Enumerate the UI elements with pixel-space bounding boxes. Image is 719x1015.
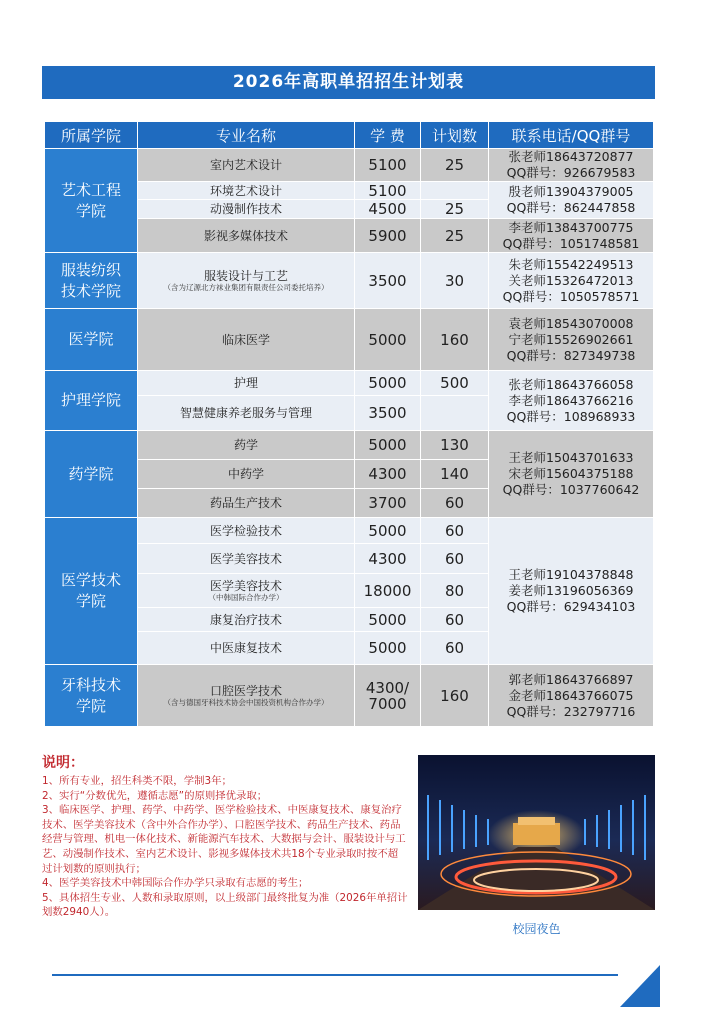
page-title: 2026年高职单招招生计划表 bbox=[42, 66, 655, 99]
major-cell: 药学 bbox=[138, 431, 355, 460]
plan-cell: 25 bbox=[421, 219, 489, 253]
explain-title: 说明： bbox=[42, 755, 84, 771]
plan-cell bbox=[421, 182, 489, 200]
major-cell: 护理 bbox=[138, 371, 355, 396]
campus-night-photo bbox=[418, 755, 655, 910]
fee-cell: 5000 bbox=[355, 608, 421, 632]
explain-item: 2、实行“分数优先，遵循志愿”的原则择优录取； bbox=[42, 789, 268, 802]
fee-cell: 3700 bbox=[355, 489, 421, 518]
college-cell: 服装纺织 技术学院 bbox=[45, 253, 138, 309]
plan-cell: 160 bbox=[421, 309, 489, 371]
plan-cell: 60 bbox=[421, 544, 489, 574]
fee-cell: 18000 bbox=[355, 574, 421, 608]
table-header-row bbox=[45, 122, 654, 149]
major-note: （中韩国际合作办学） bbox=[208, 592, 284, 602]
fee-cell: 5900 bbox=[355, 219, 421, 253]
plan-cell: 140 bbox=[421, 460, 489, 489]
plan-cell: 60 bbox=[421, 518, 489, 544]
major-cell: 药品生产技术 bbox=[138, 489, 355, 518]
contact-cell: 张老师18643766058 李老师18643766216 QQ群号：108968933 bbox=[489, 371, 654, 431]
college-cell: 医学院 bbox=[45, 309, 138, 371]
photo-caption: 校园夜色 bbox=[512, 922, 561, 936]
fee-cell: 4300 bbox=[355, 544, 421, 574]
header-plan: 计划数 bbox=[421, 122, 489, 149]
major-cell: 影视多媒体技术 bbox=[138, 219, 355, 253]
major-note: （含为辽源北方袜业集团有限责任公司委托培养） bbox=[163, 282, 329, 292]
fee-cell: 5000 bbox=[355, 632, 421, 665]
fee-cell: 3500 bbox=[355, 396, 421, 431]
major-cell: 智慧健康养老服务与管理 bbox=[138, 396, 355, 431]
major-cell: 医学美容技术 （中韩国际合作办学） bbox=[138, 574, 355, 608]
major-cell: 动漫制作技术 bbox=[138, 200, 355, 219]
contact-cell: 李老师13843700775 QQ群号：1051748581 bbox=[489, 219, 654, 253]
major-cell: 口腔医学技术 （含与德国牙科技术协会中国投资机构合作办学） bbox=[138, 665, 355, 727]
corner-triangle-decoration bbox=[620, 965, 660, 1007]
major-cell: 中医康复技术 bbox=[138, 632, 355, 665]
footer-divider bbox=[52, 974, 618, 976]
major-cell: 室内艺术设计 bbox=[138, 149, 355, 182]
plan-cell: 60 bbox=[421, 489, 489, 518]
major-note: （含与德国牙科技术协会中国投资机构合作办学） bbox=[163, 697, 329, 707]
fee-cell: 4500 bbox=[355, 200, 421, 219]
plan-cell: 130 bbox=[421, 431, 489, 460]
plan-cell: 60 bbox=[421, 632, 489, 665]
college-cell: 医学技术 学院 bbox=[45, 518, 138, 665]
fee-cell: 4300/ 7000 bbox=[355, 665, 421, 727]
explain-item: 4、医学美容技术中韩国际合作办学只录取有志愿的考生； bbox=[42, 877, 309, 890]
plan-cell: 30 bbox=[421, 253, 489, 309]
college-cell: 艺术工程 学院 bbox=[45, 149, 138, 253]
fee-cell: 4300 bbox=[355, 460, 421, 489]
explain-item: 1、所有专业，招生科类不限，学制3年； bbox=[42, 775, 232, 787]
fee-cell: 5100 bbox=[355, 149, 421, 182]
fee-cell: 3500 bbox=[355, 253, 421, 309]
major-cell: 中药学 bbox=[138, 460, 355, 489]
contact-cell: 朱老师15542249513 关老师15326472013 QQ群号：1050578571 bbox=[489, 253, 654, 309]
table-row bbox=[45, 371, 654, 396]
contact-cell: 袁老师18543070008 宁老师15526902661 QQ群号：827349738 bbox=[489, 309, 654, 371]
major-cell: 康复治疗技术 bbox=[138, 608, 355, 632]
enrollment-plan-table bbox=[44, 121, 654, 727]
college-cell: 护理学院 bbox=[45, 371, 138, 431]
plan-cell: 80 bbox=[421, 574, 489, 608]
plan-cell: 25 bbox=[421, 149, 489, 182]
header-college: 所属学院 bbox=[45, 122, 138, 149]
major-cell: 服装设计与工艺 （含为辽源北方袜业集团有限责任公司委托培养） bbox=[138, 253, 355, 309]
table-row bbox=[45, 309, 654, 371]
fee-cell: 5000 bbox=[355, 309, 421, 371]
college-cell: 牙科技术 学院 bbox=[45, 665, 138, 727]
header-contact: 联系电话/QQ群号 bbox=[489, 122, 654, 149]
explain-item: 3、临床医学、护理、药学、中药学、医学检验技术、中医康复技术、康复治疗技术、医学美容技术（含中外合作办学）、口腔医学技术、药品生产技术、药品经营与管理、机电一体化技术、新能源汽车技术、大数据与会计、服装设计与工艺、动漫制作技术、室内艺术设计、影视多媒体技术共18个专业录取时按不超过计划数的原则执行； bbox=[42, 804, 406, 875]
header-major: 专业名称 bbox=[138, 122, 355, 149]
plan-cell: 500 bbox=[421, 371, 489, 396]
table-row bbox=[45, 149, 654, 182]
fee-cell: 5000 bbox=[355, 371, 421, 396]
major-cell: 临床医学 bbox=[138, 309, 355, 371]
college-cell: 药学院 bbox=[45, 431, 138, 518]
contact-cell: 王老师15043701633 宋老师15604375188 QQ群号：1037760642 bbox=[489, 431, 654, 518]
contact-cell: 郭老师18643766897 金老师18643766075 QQ群号：232797716 bbox=[489, 665, 654, 727]
table-row bbox=[45, 665, 654, 727]
contact-cell: 张老师18643720877 QQ群号：926679583 bbox=[489, 149, 654, 182]
fee-cell: 5000 bbox=[355, 518, 421, 544]
contact-cell: 殷老师13904379005 QQ群号：862447858 bbox=[489, 182, 654, 219]
campus-night-illustration bbox=[418, 755, 655, 910]
plan-cell: 25 bbox=[421, 200, 489, 219]
fee-cell: 5000 bbox=[355, 431, 421, 460]
header-fee: 学 费 bbox=[355, 122, 421, 149]
plan-cell: 60 bbox=[421, 608, 489, 632]
table-row bbox=[45, 518, 654, 544]
contact-cell: 王老师19104378848 姜老师13196056369 QQ群号：629434103 bbox=[489, 518, 654, 665]
explanation-notes bbox=[42, 752, 408, 920]
plan-cell bbox=[421, 396, 489, 431]
major-cell: 医学检验技术 bbox=[138, 518, 355, 544]
fee-cell: 5100 bbox=[355, 182, 421, 200]
major-cell: 环境艺术设计 bbox=[138, 182, 355, 200]
plan-cell: 160 bbox=[421, 665, 489, 727]
major-cell: 医学美容技术 bbox=[138, 544, 355, 574]
table-row bbox=[45, 253, 654, 309]
explain-item: 5、具体招生专业、人数和录取原则，以上级部门最终批复为准（2026年单招计划数2940人）。 bbox=[42, 891, 408, 919]
table-row bbox=[45, 431, 654, 460]
